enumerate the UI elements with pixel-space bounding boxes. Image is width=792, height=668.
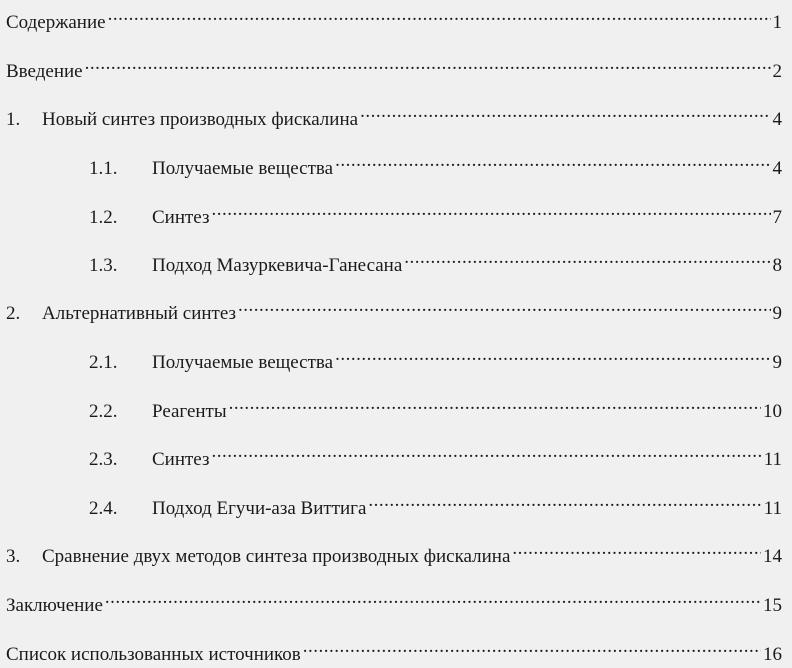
toc-entry-page-number: 1 bbox=[772, 12, 782, 33]
toc-entry-section-2-1[interactable] bbox=[0, 342, 792, 373]
toc-entry-conclusion[interactable] bbox=[0, 585, 792, 616]
dot-leader bbox=[335, 148, 770, 174]
dot-leader bbox=[404, 245, 770, 271]
toc-entry-section-1-1[interactable] bbox=[0, 148, 792, 179]
toc-entry-section-2-2[interactable] bbox=[0, 391, 792, 422]
toc-entry-number: 1.1. bbox=[89, 158, 118, 179]
toc-entry-page-number: 4 bbox=[772, 109, 782, 130]
toc-entry-number: 2.1. bbox=[89, 352, 118, 373]
dot-leader bbox=[238, 293, 770, 319]
toc-entry-title: Содержание bbox=[6, 12, 106, 33]
toc-entry-title: Синтез bbox=[152, 207, 210, 228]
toc-entry-section-2[interactable] bbox=[0, 293, 792, 324]
dot-leader bbox=[512, 536, 761, 562]
toc-entry-section-2-3[interactable] bbox=[0, 439, 792, 470]
dot-leader bbox=[105, 585, 761, 611]
toc-entry-section-1[interactable] bbox=[0, 99, 792, 130]
toc-entry-title: Подход Егучи-аза Виттига bbox=[152, 498, 367, 519]
dot-leader bbox=[211, 439, 761, 465]
dot-leader bbox=[360, 99, 770, 125]
toc-entry-page-number: 11 bbox=[763, 498, 782, 519]
toc-entry-section-1-3[interactable] bbox=[0, 245, 792, 276]
toc-entry-number: 1. bbox=[6, 109, 21, 130]
toc-entry-page-number: 16 bbox=[763, 644, 782, 665]
toc-entry-title: Альтернативный синтез bbox=[42, 303, 237, 324]
toc-entry-title: Подход Мазуркевича-Ганесана bbox=[152, 255, 403, 276]
toc-entry-title: Список использованных источников bbox=[6, 644, 301, 665]
toc-entry-title: Получаемые вещества bbox=[152, 158, 334, 179]
toc-entry-page-number: 7 bbox=[772, 207, 782, 228]
toc-entry-title: Синтез bbox=[152, 449, 210, 470]
toc-entry-number: 3. bbox=[6, 546, 21, 567]
toc-entry-number: 2.3. bbox=[89, 449, 118, 470]
toc-entry-page-number: 2 bbox=[772, 61, 782, 82]
toc-entry-section-1-2[interactable] bbox=[0, 197, 792, 228]
toc-entry-title: Заключение bbox=[6, 595, 103, 616]
toc-entry-section-2-4[interactable] bbox=[0, 488, 792, 519]
dot-leader bbox=[85, 51, 771, 77]
toc-entry-section-3[interactable] bbox=[0, 536, 792, 567]
toc-entry-page-number: 9 bbox=[772, 352, 782, 373]
toc-entry-number: 2. bbox=[6, 303, 21, 324]
dot-leader bbox=[108, 2, 771, 28]
dot-leader bbox=[211, 197, 770, 223]
toc-entry-page-number: 4 bbox=[772, 158, 782, 179]
toc-entry-number: 1.3. bbox=[89, 255, 118, 276]
dot-leader bbox=[368, 488, 761, 514]
toc-entry-title: Новый синтез производных фискалина bbox=[42, 109, 359, 130]
toc-entry-page-number: 8 bbox=[772, 255, 782, 276]
toc-entry-page-number: 15 bbox=[763, 595, 782, 616]
toc-entry-number: 2.4. bbox=[89, 498, 118, 519]
dot-leader bbox=[303, 634, 761, 660]
toc-entry-title: Получаемые вещества bbox=[152, 352, 334, 373]
toc-entry-page-number: 9 bbox=[772, 303, 782, 324]
toc-entry-page-number: 10 bbox=[763, 401, 782, 422]
toc-entry-title: Введение bbox=[6, 61, 83, 82]
toc-entry-number: 1.2. bbox=[89, 207, 118, 228]
toc-entry-introduction[interactable] bbox=[0, 51, 792, 82]
toc-entry-references[interactable] bbox=[0, 634, 792, 665]
toc-entry-title: Реагенты bbox=[152, 401, 227, 422]
toc-entry-contents[interactable] bbox=[0, 2, 792, 33]
dot-leader bbox=[229, 391, 761, 417]
dot-leader bbox=[335, 342, 770, 368]
toc-entry-page-number: 11 bbox=[763, 449, 782, 470]
toc-entry-number: 2.2. bbox=[89, 401, 118, 422]
toc-entry-title: Сравнение двух методов синтеза производных фискалина bbox=[42, 546, 511, 567]
toc-entry-page-number: 14 bbox=[763, 546, 782, 567]
